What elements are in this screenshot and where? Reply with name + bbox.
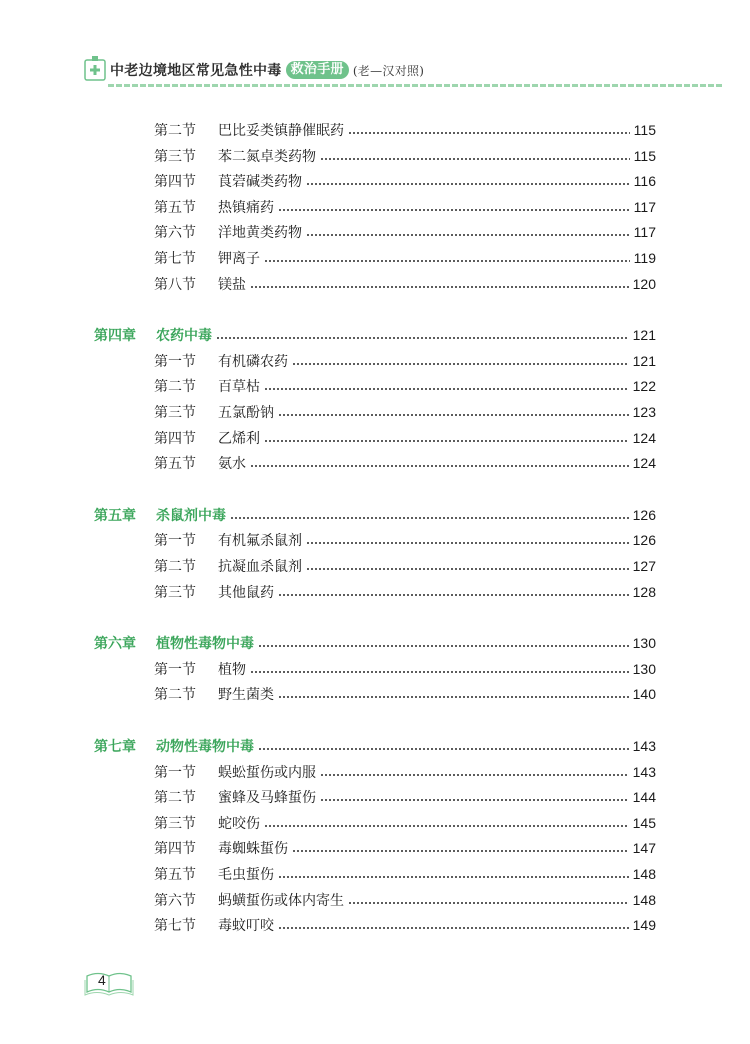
section-title: 钾离子 bbox=[218, 251, 260, 267]
section-title: 镁盐 bbox=[218, 276, 246, 293]
page-ref: 120 bbox=[632, 275, 656, 292]
toc-section-row bbox=[154, 760, 656, 784]
section-title: 毒蚊叮咬 bbox=[218, 918, 274, 935]
section-number: 第一节 bbox=[154, 353, 196, 370]
toc-section-row bbox=[154, 682, 656, 706]
section-number: 第三节 bbox=[154, 815, 196, 832]
dot-leader bbox=[320, 774, 629, 776]
book-title-badge: 救治手册 bbox=[286, 61, 349, 79]
dot-leader bbox=[320, 799, 629, 801]
page-ref: 119 bbox=[633, 250, 656, 266]
dot-leader bbox=[278, 927, 629, 929]
toc-section-row bbox=[154, 349, 656, 373]
toc-section-row bbox=[154, 169, 656, 193]
book-subtitle: (老—汉对照) bbox=[352, 63, 425, 78]
toc-chapter-row bbox=[94, 734, 656, 758]
page-ref: 123 bbox=[632, 404, 656, 420]
section-number: 第七节 bbox=[154, 918, 196, 935]
chapter-number: 第七章 bbox=[94, 739, 136, 755]
section-number: 第二节 bbox=[154, 379, 196, 396]
dot-leader bbox=[278, 594, 629, 596]
section-title: 毒蜘蛛蜇伤 bbox=[218, 841, 288, 858]
dot-leader bbox=[278, 696, 629, 698]
page-number: 4 bbox=[98, 972, 106, 988]
dot-leader bbox=[306, 568, 629, 570]
chapter-title: 植物性毒物中毒 bbox=[156, 636, 254, 653]
section-number: 第四节 bbox=[154, 174, 196, 191]
dot-leader bbox=[306, 542, 629, 544]
section-number: 第五节 bbox=[154, 199, 196, 216]
dot-leader bbox=[348, 902, 629, 904]
dot-leader bbox=[292, 363, 629, 365]
section-title: 抗凝血杀鼠剂 bbox=[218, 559, 302, 575]
section-title: 洋地黄类药物 bbox=[218, 225, 302, 242]
dot-leader bbox=[278, 209, 630, 211]
page-ref: 116 bbox=[633, 173, 656, 190]
chapter-title: 杀鼠剂中毒 bbox=[156, 507, 226, 524]
open-book-icon bbox=[84, 968, 134, 998]
dot-leader bbox=[292, 850, 629, 852]
dot-leader bbox=[306, 183, 630, 185]
section-title: 蜈蚣蜇伤或内服 bbox=[218, 764, 316, 781]
section-number: 第二节 bbox=[154, 687, 196, 704]
page-ref: 148 bbox=[632, 866, 656, 882]
section-title: 乙烯利 bbox=[218, 430, 260, 447]
page-ref: 115 bbox=[633, 147, 656, 164]
toc-chapter-row bbox=[94, 503, 656, 527]
section-title: 植物 bbox=[218, 661, 246, 678]
section-title: 蛇咬伤 bbox=[218, 815, 260, 832]
page-ref: 130 bbox=[632, 635, 656, 652]
toc-section-row bbox=[154, 374, 656, 398]
toc-section-row bbox=[154, 836, 656, 860]
section-title: 蚂蟥蜇伤或体内寄生 bbox=[218, 892, 344, 909]
chapter-number: 第六章 bbox=[94, 636, 136, 653]
page-ref: 122 bbox=[632, 378, 656, 395]
section-title: 五氯酚钠 bbox=[218, 405, 274, 421]
book-title bbox=[110, 60, 424, 80]
toc-section-row bbox=[154, 811, 656, 835]
section-number: 第一节 bbox=[154, 533, 196, 550]
section-title: 氨水 bbox=[218, 456, 246, 473]
dot-leader bbox=[230, 517, 629, 519]
toc-section-row bbox=[154, 220, 656, 244]
section-title: 蜜蜂及马蜂蜇伤 bbox=[218, 790, 316, 807]
dot-leader bbox=[258, 748, 629, 750]
section-title: 有机氟杀鼠剂 bbox=[218, 533, 302, 550]
toc-chapter-row bbox=[94, 323, 656, 347]
page-ref: 121 bbox=[632, 352, 656, 369]
toc-section-row bbox=[154, 580, 656, 604]
section-title: 巴比妥类镇静催眠药 bbox=[218, 123, 344, 139]
chapter-number: 第四章 bbox=[94, 328, 136, 345]
dot-leader bbox=[264, 440, 629, 442]
page-ref: 144 bbox=[632, 789, 656, 806]
toc-section-row bbox=[154, 426, 656, 450]
running-header bbox=[84, 52, 724, 86]
page-ref: 140 bbox=[632, 686, 656, 703]
page-ref: 130 bbox=[632, 660, 656, 677]
page-ref: 117 bbox=[633, 224, 656, 241]
section-number: 第四节 bbox=[154, 430, 196, 447]
toc-section-row bbox=[154, 118, 656, 142]
toc-section-row bbox=[154, 400, 656, 424]
section-title: 百草枯 bbox=[218, 379, 260, 396]
dot-leader bbox=[306, 234, 630, 236]
dot-leader bbox=[264, 388, 629, 390]
section-number: 第八节 bbox=[154, 276, 196, 293]
section-number: 第二节 bbox=[154, 123, 196, 139]
section-title: 野生菌类 bbox=[218, 687, 274, 704]
page-ref: 127 bbox=[632, 558, 656, 574]
toc-chapter-row bbox=[94, 631, 656, 655]
chapter-title: 动物性毒物中毒 bbox=[156, 739, 254, 755]
medical-cross-icon bbox=[84, 56, 106, 82]
page-ref: 124 bbox=[632, 455, 656, 472]
page-ref: 147 bbox=[632, 840, 656, 857]
page-ref: 121 bbox=[632, 327, 656, 344]
toc-section-row bbox=[154, 862, 656, 886]
toc-section-row bbox=[154, 144, 656, 168]
dot-leader bbox=[348, 132, 630, 134]
dot-leader bbox=[250, 465, 629, 467]
page-ref: 143 bbox=[632, 763, 656, 780]
toc-section-row bbox=[154, 657, 656, 681]
dot-leader bbox=[250, 671, 629, 673]
page-ref: 128 bbox=[632, 583, 656, 600]
section-title: 热镇痛药 bbox=[218, 199, 274, 216]
dot-leader bbox=[278, 414, 629, 416]
section-number: 第六节 bbox=[154, 225, 196, 242]
dot-leader bbox=[264, 825, 629, 827]
toc-section-row bbox=[154, 451, 656, 475]
page-ref: 126 bbox=[632, 506, 656, 523]
dot-leader bbox=[258, 645, 629, 647]
section-number: 第二节 bbox=[154, 790, 196, 807]
section-number: 第五节 bbox=[154, 456, 196, 473]
dot-leader bbox=[264, 260, 630, 262]
toc-section-row bbox=[154, 785, 656, 809]
dot-leader bbox=[320, 158, 630, 160]
page-ref: 143 bbox=[632, 738, 656, 754]
toc-section-row bbox=[154, 195, 656, 219]
section-title: 苯二氮卓类药物 bbox=[218, 148, 316, 165]
toc-section-row bbox=[154, 554, 656, 578]
section-number: 第三节 bbox=[154, 405, 196, 421]
toc-section-row bbox=[154, 246, 656, 270]
chapter-title: 农药中毒 bbox=[156, 328, 212, 345]
page-ref: 148 bbox=[632, 891, 656, 908]
section-number: 第三节 bbox=[154, 148, 196, 165]
toc-section-row bbox=[154, 272, 656, 296]
section-number: 第二节 bbox=[154, 559, 196, 575]
page-ref: 149 bbox=[632, 917, 656, 934]
section-number: 第五节 bbox=[154, 867, 196, 883]
section-number: 第三节 bbox=[154, 584, 196, 601]
header-divider bbox=[108, 84, 724, 87]
page-footer bbox=[84, 968, 144, 1008]
page-ref: 115 bbox=[633, 122, 656, 138]
section-title: 莨菪碱类药物 bbox=[218, 174, 302, 191]
page-ref: 126 bbox=[632, 532, 656, 549]
section-number: 第四节 bbox=[154, 841, 196, 858]
section-number: 第一节 bbox=[154, 764, 196, 781]
toc-section-row bbox=[154, 913, 656, 937]
section-title: 毛虫蜇伤 bbox=[218, 867, 274, 883]
toc-section-row bbox=[154, 528, 656, 552]
dot-leader bbox=[250, 286, 629, 288]
section-number: 第一节 bbox=[154, 661, 196, 678]
toc-section-row bbox=[154, 888, 656, 912]
section-title: 有机磷农药 bbox=[218, 353, 288, 370]
section-title: 其他鼠药 bbox=[218, 584, 274, 601]
section-number: 第六节 bbox=[154, 892, 196, 909]
page-ref: 145 bbox=[632, 814, 656, 831]
section-number: 第七节 bbox=[154, 251, 196, 267]
dot-leader bbox=[278, 876, 629, 878]
book-title-text: 中老边境地区常见急性中毒 bbox=[110, 63, 282, 79]
dot-leader bbox=[216, 337, 629, 339]
chapter-number: 第五章 bbox=[94, 507, 136, 524]
page-ref: 124 bbox=[632, 429, 656, 446]
page-ref: 117 bbox=[633, 198, 656, 215]
